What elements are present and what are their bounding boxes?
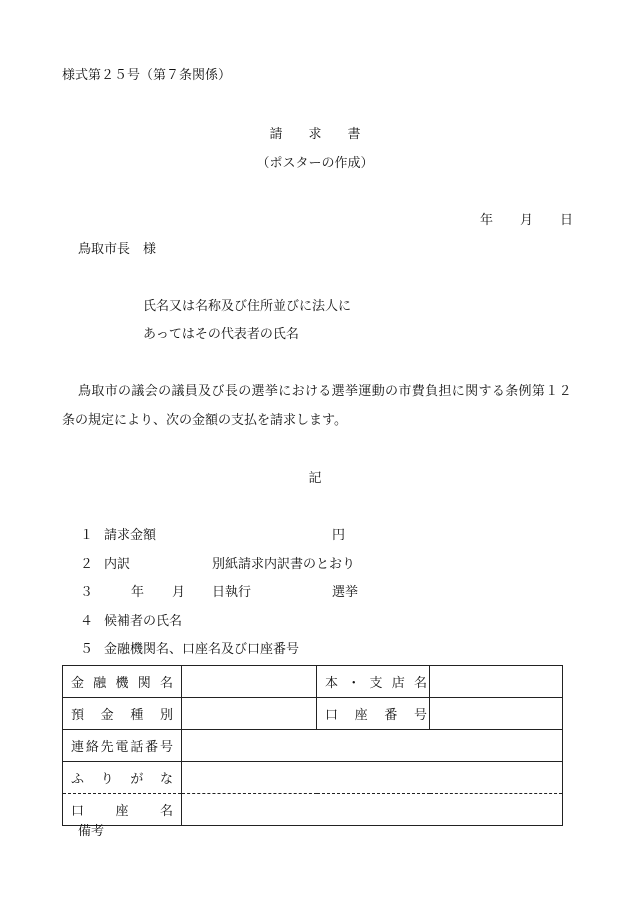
account-number-label: 口 座 番 号	[317, 698, 430, 730]
body-text-line1: 鳥取市の議会の議員及び長の選挙における選挙運動の市費負担に関する条例第１２	[78, 384, 572, 399]
item-label: 金融機関名、口座名及び口座番号	[104, 642, 300, 657]
table-row	[63, 762, 563, 794]
item-5	[0, 642, 630, 658]
date-line	[0, 213, 630, 229]
item-label: 内訳	[104, 557, 131, 572]
account-name-field[interactable]	[182, 794, 563, 826]
item-2	[0, 557, 630, 573]
form-number: 様式第２５号（第７条関係）	[62, 68, 232, 83]
table-row	[63, 698, 563, 730]
item-4	[0, 614, 630, 630]
item-label: 請求金額	[104, 528, 157, 543]
election-month: 月	[172, 585, 186, 600]
item-number: ３	[80, 585, 94, 600]
bank-name-label: 金 融 機 関 名	[63, 666, 182, 698]
date-day: 日	[560, 213, 574, 228]
item-number: １	[80, 528, 94, 543]
breakdown-value: 別紙請求内訳書のとおり	[212, 557, 356, 572]
item-label: 候補者の氏名	[104, 614, 183, 629]
branch-name-field[interactable]	[430, 666, 563, 698]
phone-field[interactable]	[182, 730, 563, 762]
phone-label: 連 絡 先 電 話 番 号	[63, 730, 182, 762]
document-subtitle: （ポスターの作成）	[256, 156, 374, 171]
addressee: 鳥取市長 様	[78, 242, 157, 257]
item-3	[0, 585, 630, 601]
bank-account-table	[62, 665, 563, 826]
document-title: 請 求 書	[269, 127, 361, 142]
table-row	[63, 794, 563, 826]
body-text-line2: 条の規定により、次の金額の支払を請求します。	[62, 413, 347, 428]
election-year: 年	[131, 585, 145, 600]
date-year: 年	[480, 213, 494, 228]
remarks-label: 備考	[78, 824, 105, 839]
bank-name-field[interactable]	[182, 666, 317, 698]
applicant-label-line1: 氏名又は名称及び住所並びに法人に	[143, 299, 352, 314]
applicant-label-line2: あってはその代表者の氏名	[143, 327, 299, 342]
table-row	[63, 730, 563, 762]
account-name-label: 口 座 名	[63, 794, 182, 826]
item-number: ５	[80, 642, 94, 657]
ki-heading: 記	[308, 471, 322, 486]
item-number: ４	[80, 614, 94, 629]
yen-unit: 円	[332, 528, 346, 543]
deposit-type-label: 預 金 種 別	[63, 698, 182, 730]
item-number: ２	[80, 557, 94, 572]
item-1	[0, 528, 630, 544]
furigana-field[interactable]	[182, 762, 563, 794]
date-month: 月	[520, 213, 534, 228]
furigana-label: ふ り が な	[63, 762, 182, 794]
election-label: 選挙	[332, 585, 359, 600]
table-row	[63, 666, 563, 698]
deposit-type-field[interactable]	[182, 698, 317, 730]
election-exec-day: 日執行	[212, 585, 252, 600]
branch-name-label: 本 ・ 支 店 名	[317, 666, 430, 698]
account-number-field[interactable]	[430, 698, 563, 730]
